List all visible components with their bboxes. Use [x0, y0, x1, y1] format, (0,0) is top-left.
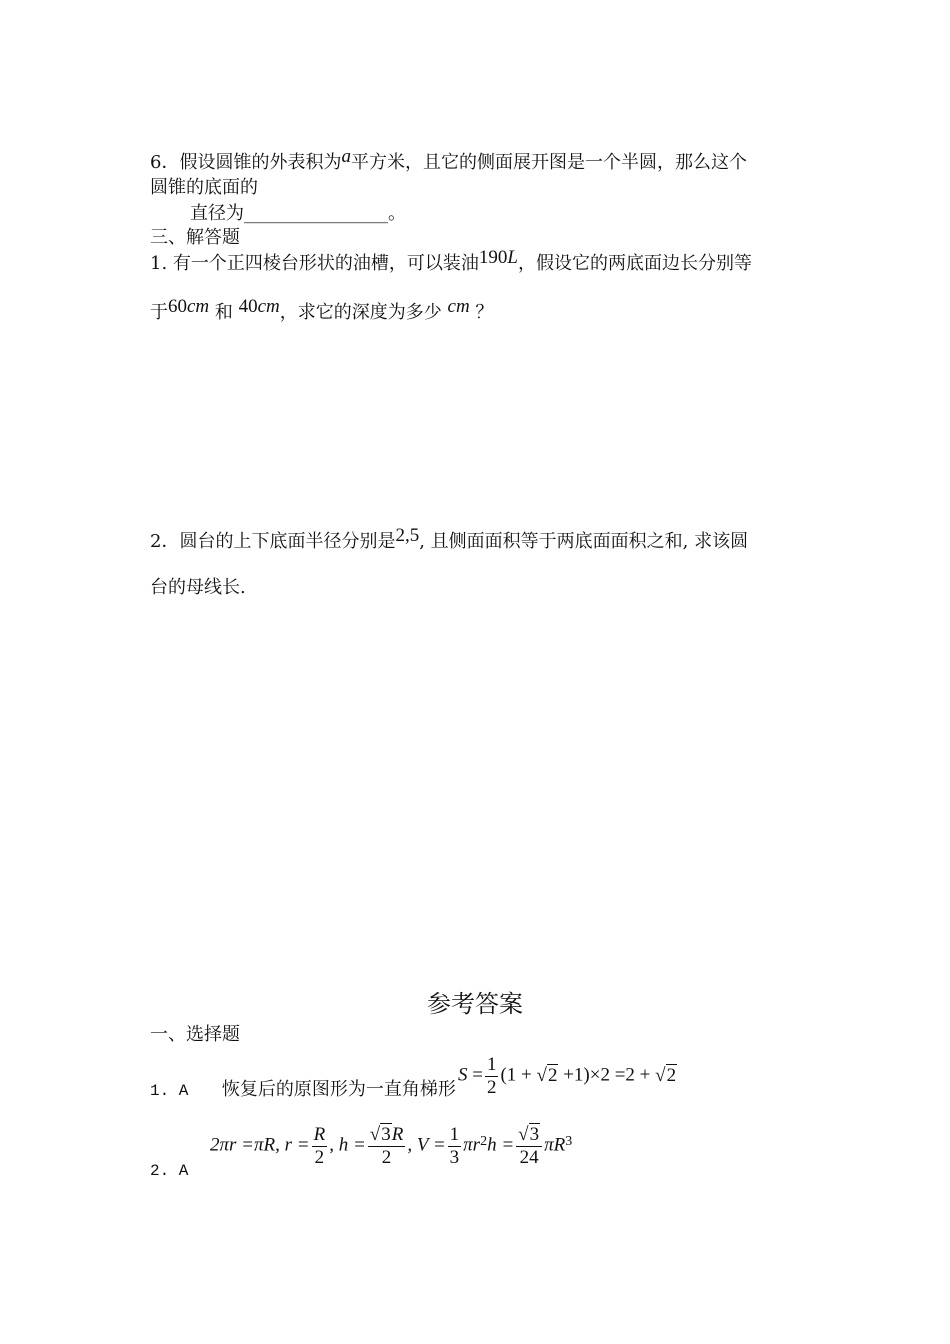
section3-heading: 三、解答题: [150, 227, 240, 248]
p1-side1-unit: cm: [187, 296, 210, 317]
answer2-formula: [210, 1124, 572, 1169]
a2-cube: 3: [565, 1133, 573, 1149]
p1-side2-unit: cm: [257, 296, 280, 317]
p1-side1-num: 60: [168, 296, 187, 317]
answer1-line: [150, 1079, 456, 1101]
a1-sqrt-2: √2: [655, 1064, 677, 1086]
p2-radii: 2,5: [395, 525, 420, 546]
answer2-label: 2. A: [150, 1162, 189, 1180]
p1-volume-num: 190: [478, 247, 508, 268]
a2-h: , h =: [329, 1134, 366, 1156]
a1-sqrt-1: √2: [536, 1064, 558, 1086]
p1-side2-num: 40: [238, 296, 258, 317]
a1-frac-num: 1: [486, 1054, 497, 1075]
a2-frac-R2: $\frac{R}{2}$: [313, 1124, 326, 1168]
q6-line1-pre: 6．假设圆锥的外表积为: [150, 152, 342, 173]
q6-line1: [150, 146, 747, 175]
a1-open: (1 +: [500, 1064, 532, 1086]
q6-line3-post: 。: [388, 203, 406, 224]
a1-frac-den: 2: [486, 1076, 497, 1098]
p1-line1-post: ，假设它的两底面边长分别等: [517, 253, 752, 274]
answer2-label-line: [150, 1159, 188, 1181]
q6-line3: [190, 203, 406, 225]
p1-volume-unit: L: [507, 247, 518, 268]
p2-line1: [150, 525, 749, 554]
a2-frac-sqrt3-24: $\frac{√3}{24}$: [516, 1124, 542, 1169]
a2-h2: h =: [487, 1134, 515, 1156]
a2-frac-third: $\frac{1}{3}$: [449, 1124, 460, 1168]
a2-piR: πR: [544, 1134, 566, 1156]
a2-sq: 2: [480, 1133, 488, 1149]
answer1-formula: [458, 1054, 677, 1099]
a1-frac: [485, 1054, 499, 1099]
a2-frac-h: $\frac{√3R}{2}$: [369, 1124, 404, 1168]
p1-line2-post: ？: [475, 302, 494, 323]
q6-var-a: a: [341, 146, 351, 167]
a2-part1: 2πr =πR, r =: [210, 1134, 310, 1156]
p1-line2-pre: 于: [150, 302, 168, 323]
p2-line2: 台的母线长.: [150, 577, 246, 598]
answer1-label: 1. A: [150, 1082, 189, 1100]
p1-line2: [150, 296, 494, 325]
answers-section1-heading: 一、选择题: [150, 1024, 240, 1045]
p1-line1-pre: 1. 有一个正四棱台形状的油槽，可以装油: [150, 253, 479, 274]
q6-line1-post: 平方米，且它的侧面展开图是一个半圆，那么这个: [350, 152, 747, 173]
a2-pir: πr: [463, 1134, 481, 1156]
answer1-text: 恢复后的原图形为一直角梯形: [221, 1079, 456, 1100]
q6-line2: 圆锥的底面的: [150, 177, 258, 198]
q6-line3-pre: 直径为: [190, 203, 244, 224]
p1-and: 和: [214, 302, 233, 323]
p2-line1-pre: 2．圆台的上下底面半径分别是: [150, 531, 396, 552]
p1-depth-unit: cm: [447, 296, 470, 317]
p1-line2-mid: ，求它的深度为多少: [279, 302, 442, 323]
a1-eq: =: [472, 1064, 483, 1086]
q6-answer-blank: ________________: [244, 203, 388, 224]
a2-V: , V =: [407, 1134, 446, 1156]
answers-title: 参考答案: [427, 990, 523, 1018]
p1-line1: [150, 247, 752, 276]
a1-S: S: [458, 1064, 468, 1086]
a1-close: +1)×2 =2 +: [563, 1064, 651, 1086]
p2-line1-post: , 且侧面面积等于两底面面积之和, 求该圆: [419, 531, 749, 552]
